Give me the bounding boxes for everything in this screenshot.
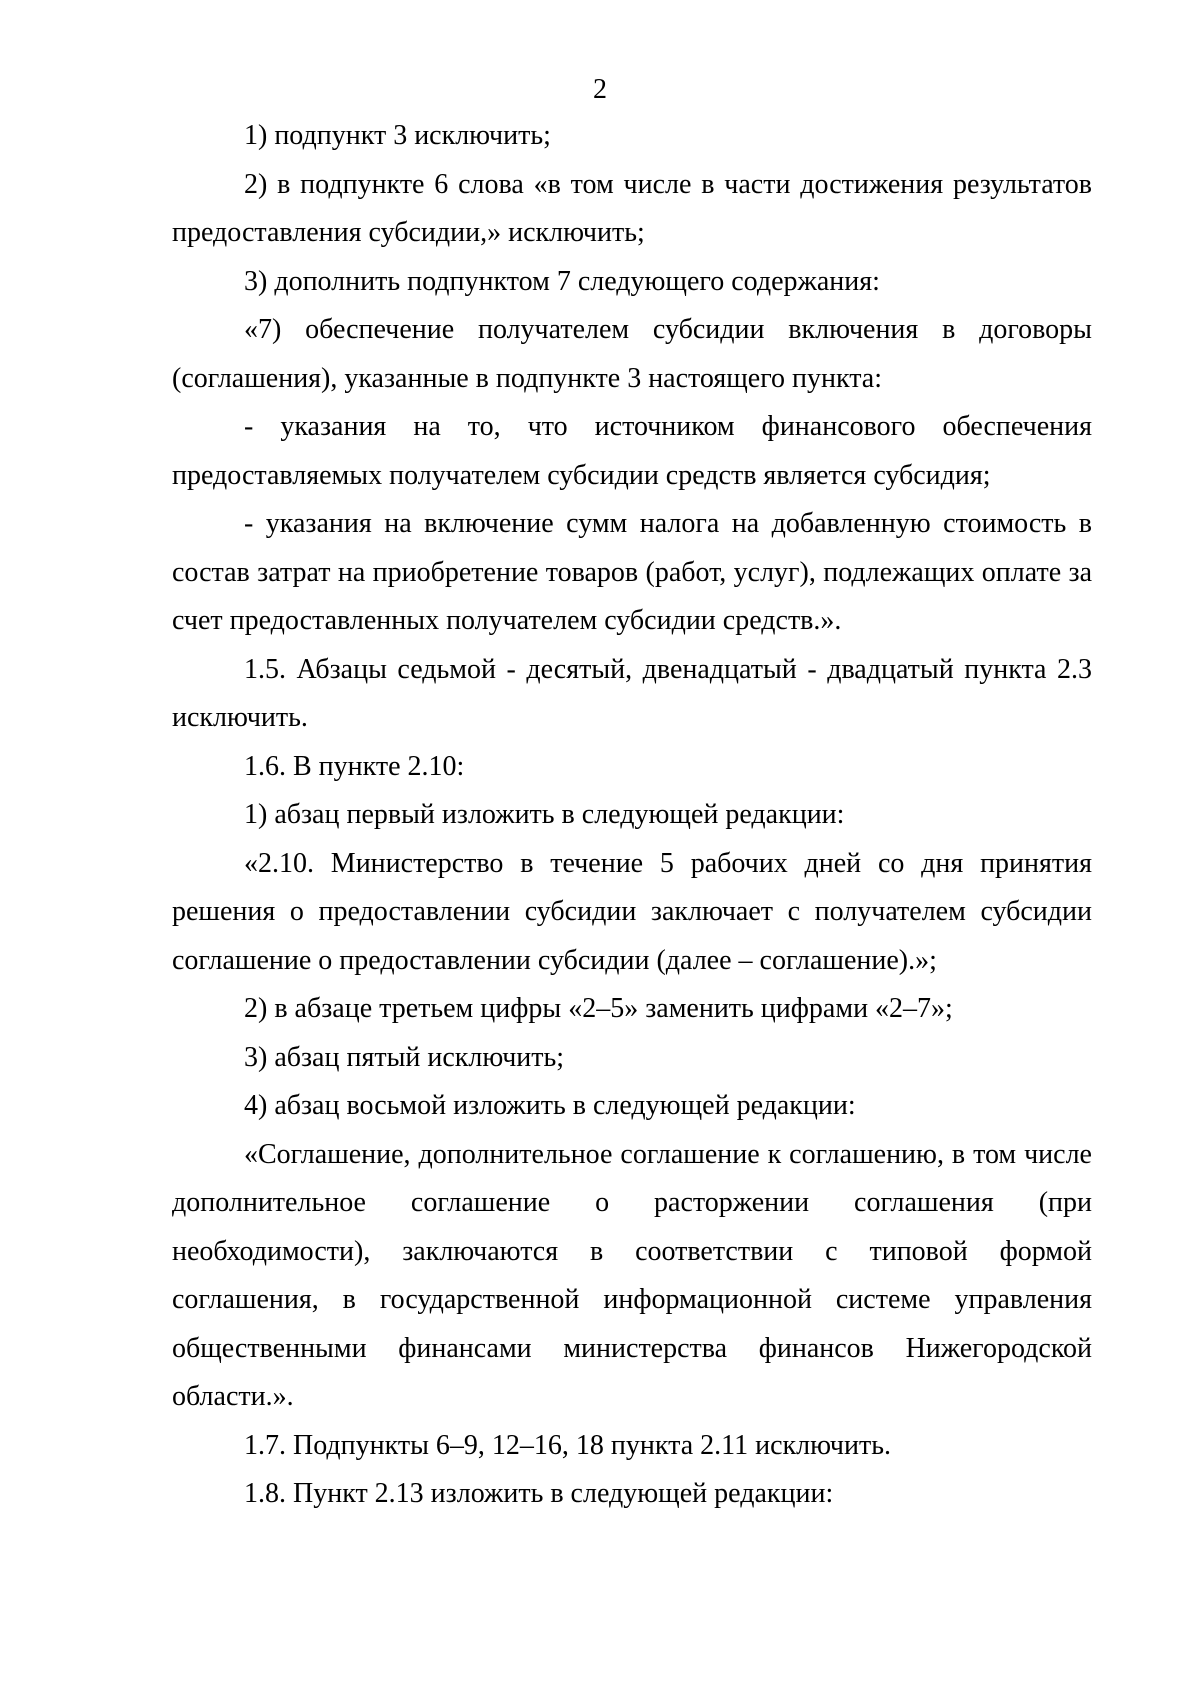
paragraph-subitem-3-delete: 1) подпункт 3 исключить; xyxy=(244,120,551,151)
paragraph-1-5: 1.5. Абзацы седьмой - десятый, двенадцатый - двадцатый пункта 2.3 исключить. xyxy=(172,653,1092,733)
paragraph-subitem-6-words: 2) в подпункте 6 слова «в том числе в части достижения результатов предоставления субсидии,» исключить; xyxy=(172,168,1092,248)
paragraph-1-7: 1.7. Подпункты 6–9, 12–16, 18 пункта 2.11 исключить. xyxy=(244,1429,891,1461)
paragraph-dash-source: - указания на то, что источником финансового обеспечения предоставляемых получателем субсидии средств является субсидия; xyxy=(172,411,1092,491)
paragraph-1-8: 1.8. Пункт 2.13 изложить в следующей редакции: xyxy=(244,1478,834,1509)
paragraph-1-6-item-3: 3) абзац пятый исключить; xyxy=(244,1041,565,1073)
page-number: 2 xyxy=(593,74,607,105)
paragraph-1-6-item-1: 1) абзац первый изложить в следующей редакции: xyxy=(244,799,845,830)
document-body xyxy=(172,112,1092,1519)
paragraph-2-10-text: «2.10. Министерство в течение 5 рабочих дней со дня принятия решения о предоставлении субсидии заключает с получателем субсидии соглашение о предоставлении субсидии (далее – соглашение).»; xyxy=(172,847,1092,976)
paragraph-dash-vat: - указания на включение сумм налога на добавленную стоимость в состав затрат на приобретение товаров (работ, услуг), подлежащих оплате за счет предоставленных получателем субсидии средств.». xyxy=(172,508,1092,636)
paragraph-add-subitem-7: 3) дополнить подпунктом 7 следующего содержания: xyxy=(244,265,880,297)
paragraph-1-6-item-4: 4) абзац восьмой изложить в следующей редакции: xyxy=(244,1090,856,1121)
paragraph-subitem-7-text: «7) обеспечение получателем субсидии включения в договоры (соглашения), указанные в подпункте 3 настоящего пункта: xyxy=(172,314,1092,394)
paragraph-1-6-item-2: 2) в абзаце третьем цифры «2–5» заменить цифрами «2–7»; xyxy=(244,993,953,1024)
paragraph-1-6: 1.6. В пункте 2.10: xyxy=(244,750,465,782)
paragraph-agreement-text: «Соглашение, дополнительное соглашение к соглашению, в том числе дополнительное соглашение о расторжении соглашения (при необходимости), заключаются в соответствии с типовой формой соглашения, в государственной информационной системе управления общественными финансами министерства финансов Нижегородской области.». xyxy=(172,1138,1092,1412)
